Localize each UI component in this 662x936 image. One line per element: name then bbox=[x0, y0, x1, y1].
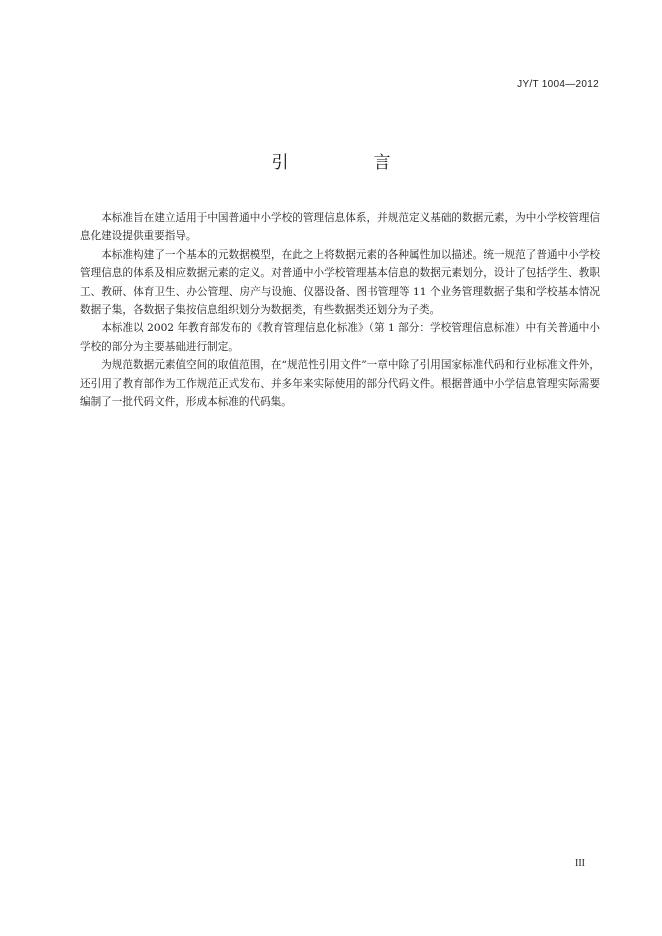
paragraph-3: 本标准以 2002 年教育部发布的《教育管理信息化标准》（第 1 部分：学校管理信息标准）中有关普通中小学校的部分为主要基础进行制定。 bbox=[80, 322, 600, 353]
paragraph-2: 本标准构建了一个基本的元数据模型，在此之上将数据元素的各种属性加以描述。统一规范了普通中小学校管理信息的体系及相应数据元素的定义。对普通中小学校管理基本信息的数据元素划分，设计了包括学生、教职工、教研、体育卫生、办公管理、房产与设施、仪器设备、图书管理等 11 个业务管理数据子集和学校基本情况数据子集，各数据子集按信息组织划分为数据类，有些数据类还划分为子类。 bbox=[80, 248, 600, 317]
page-number: III bbox=[575, 858, 585, 869]
standard-code-header: JY/T 1004—2012 bbox=[517, 79, 599, 90]
paragraph-4: 为规范数据元素值空间的取值范围，在“规范性引用文件”一章中除了引用国家标准代码和行业标准文件外，还引用了教育部作为工作规范正式发布、并多年来实际使用的部分代码文件。根据普通中小学信息管理实际需要编制了一批代码文件，形成本标准的代码集。 bbox=[80, 359, 600, 409]
page-title: 引 言 bbox=[271, 153, 425, 173]
paragraph-1: 本标准旨在建立适用于中国普通中小学校的管理信息体系，并规范定义基础的数据元素，为中小学校管理信息化建设提供重要指导。 bbox=[80, 212, 600, 243]
introduction-body bbox=[80, 209, 600, 411]
